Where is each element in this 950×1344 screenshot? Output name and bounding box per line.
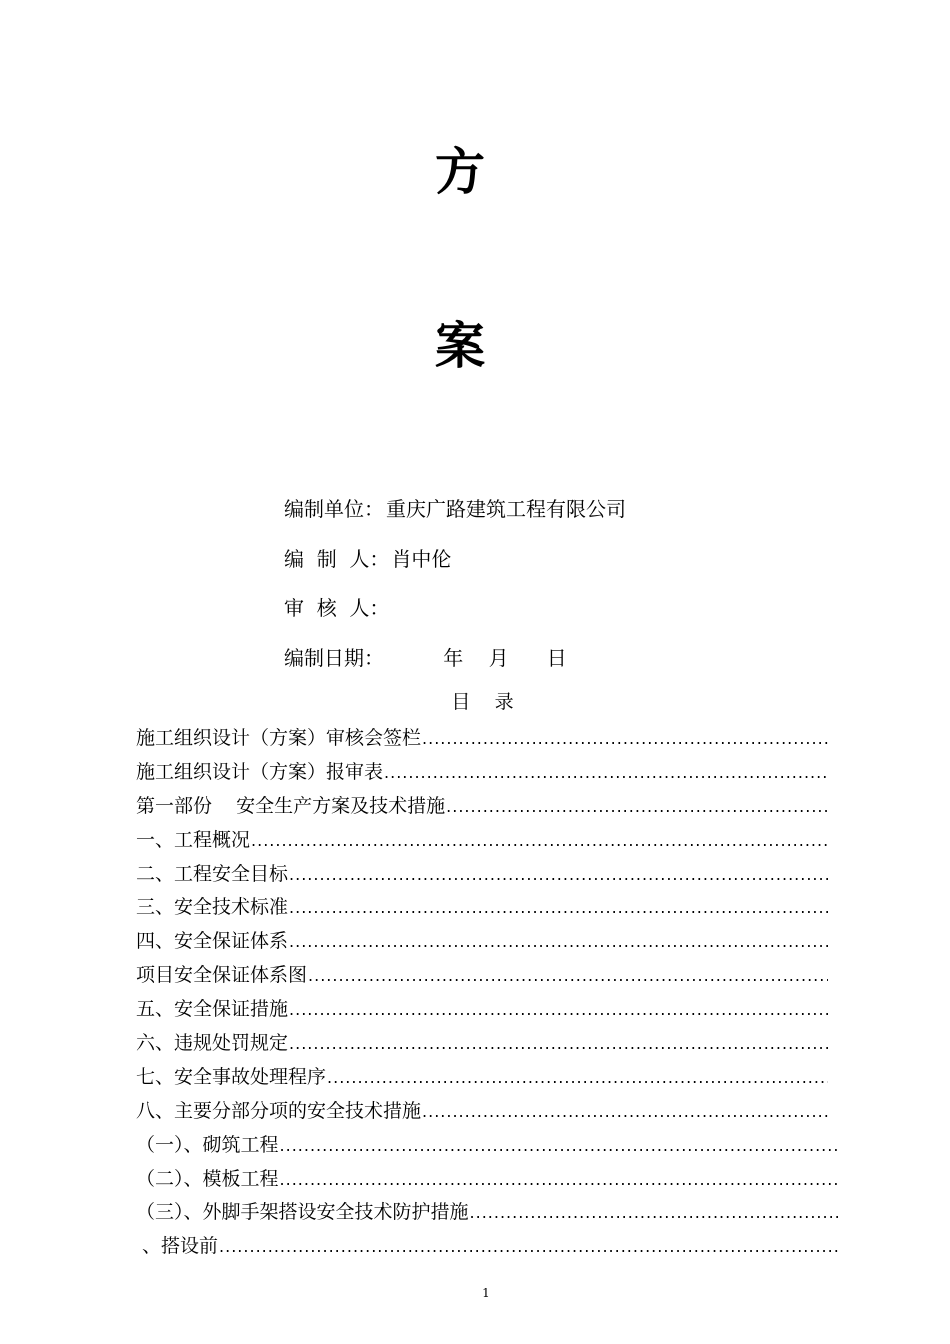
toc-item[interactable]: 二、工程安全目标 ..... [136,858,828,892]
cover-title-char-2: 案 [435,317,485,375]
table-of-contents [136,722,828,1264]
toc-leader [308,959,828,993]
toc-leader [422,722,828,756]
toc-item[interactable]: 施工组织设计（方案）报审表 ..... [136,756,828,790]
author-label: 编 制 人： [284,547,390,571]
compiling-unit-label: 编制单位： [284,497,384,521]
toc-title: 目 录 [451,691,514,713]
toc-leader [280,1129,839,1163]
toc-leader [289,925,828,959]
date-line [284,645,567,671]
date-label: 编制日期： [284,646,384,670]
toc-item[interactable]: 第一部份 安全生产方案及技术措施 ..... [136,790,828,824]
toc-leader [470,1196,839,1230]
compiling-unit-value: 重庆广路建筑工程有限公司 [386,497,626,521]
toc-item[interactable]: 三、安全技术标准 ..... [136,891,828,925]
toc-item[interactable]: 五、安全保证措施 ..... [136,993,828,1027]
reviewer-line [284,595,391,621]
toc-leader [327,1061,828,1095]
toc-item[interactable]: 七、安全事故处理程序 ..... [136,1061,828,1095]
toc-item[interactable]: 项目安全保证体系图 ..... [136,959,828,993]
toc-leader [422,1095,828,1129]
page-number: 1 [482,1286,490,1300]
date-value: 年 月 日 [386,646,567,670]
toc-leader [219,1230,839,1264]
toc-leader [289,993,828,1027]
toc-item[interactable]: 四、安全保证体系 ..... [136,925,828,959]
toc-leader [446,790,828,824]
toc-item[interactable]: 一、工程概况 ..... [136,824,828,858]
toc-leader [280,1163,839,1197]
toc-item[interactable]: 施工组织设计（方案）审核会签栏 ..... [136,722,828,756]
toc-leader [384,756,828,790]
toc-item[interactable]: （二）、模板工程 ..... [136,1163,839,1197]
author-line [284,546,451,572]
cover-title-char-1: 方 [435,143,485,201]
toc-item[interactable]: 八、主要分部分项的安全技术措施 ..... [136,1095,828,1129]
toc-item[interactable]: 六、违规处罚规定 ..... [136,1027,828,1061]
toc-leader [289,858,828,892]
author-value: 肖中伦 [391,547,452,571]
toc-leader [289,891,828,925]
compiling-unit-line [284,496,626,522]
toc-item[interactable]: 、搭设前 ..... [136,1230,839,1264]
reviewer-label: 审 核 人： [284,596,390,620]
toc-item[interactable]: （一）、砌筑工程 ..... [136,1129,839,1163]
toc-item[interactable]: （三）、外脚手架搭设安全技术防护措施 ..... [136,1196,839,1230]
toc-leader [289,1027,828,1061]
toc-leader [251,824,828,858]
